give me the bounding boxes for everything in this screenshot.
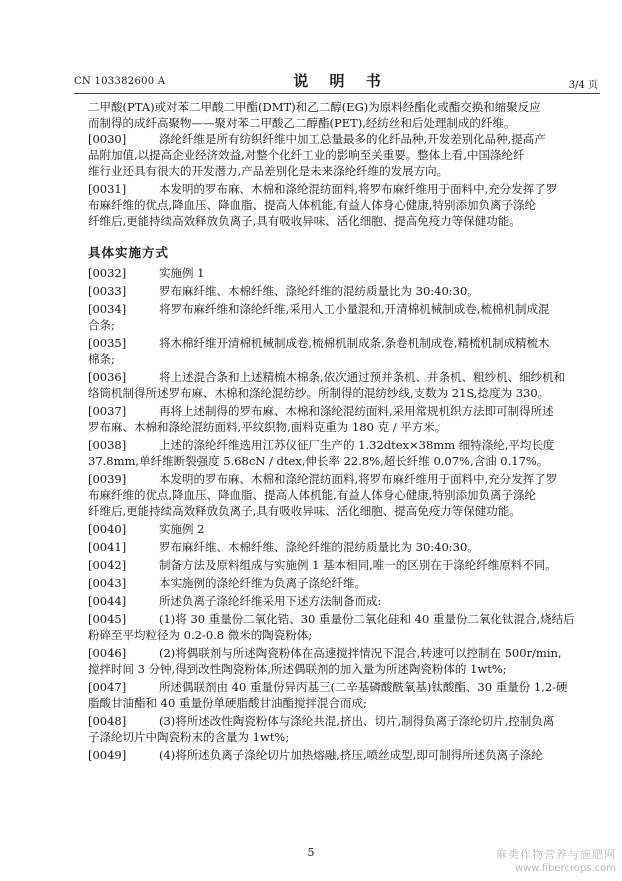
paragraph-line [88,351,606,367]
paragraph-line [88,453,606,469]
watermark-title: 麻类作物营养与施肥网 [496,848,616,861]
paragraph-line [88,437,606,453]
paragraph-line [88,317,606,333]
paragraph-line [88,713,606,729]
paragraph-line [88,487,606,503]
header-rule [74,93,600,94]
paragraph-text: 涤纶纤维是所有纺织纤维中加工总量最多的化纤品种,开发差别化品种,提高产 [159,132,546,146]
paragraph-text: 本实施例的涤纶纤维为负离子涤纶纤维。 [159,576,366,590]
paragraph-text: 实施例 2 [159,522,205,536]
paragraph-line [88,163,606,179]
paragraph-number: [0049] [88,748,127,762]
paragraph-line [88,403,606,419]
paragraph-text: 37.8mm,单纤维断裂强度 5.68cN / dtex,伸长率 22.8%,超长纤维 0.07%,含油 0.17%。 [88,454,549,468]
paragraph-text: 子涤纶切片中陶瓷粉末的含量为 1wt%; [88,730,290,744]
paragraph-text: 实施例 1 [159,266,205,280]
intro-text: 二甲酸(PTA)或对苯二甲酸二甲酯(DMT)和乙二醇(EG)为原料经酯化或酯交换和缩聚反应 [88,100,541,114]
paragraph-number: [0033] [88,284,127,298]
document-body [88,99,606,765]
paragraph-text: 布麻纤维的优点,降血压、降血脂、提高人体机能,有益人体身心健康,特别添加负离子涤纶 [88,198,536,212]
paragraph-number: [0043] [88,576,127,590]
paragraph-line [88,593,606,609]
paragraph-number: [0039] [88,472,127,486]
paragraph-number: [0038] [88,438,127,452]
paragraph [88,369,606,401]
paragraph-number: [0046] [88,646,127,660]
paragraph-line [88,679,606,695]
paragraph-text: 合条; [88,318,115,332]
paragraph-number: [0034] [88,302,127,316]
paragraph-text: 纤维后,更能持续高效释放负离子,具有吸收异味、活化细胞、提高免疫力等保健功能。 [88,214,521,228]
paragraph-line [88,521,606,537]
paragraph-number: [0035] [88,336,127,350]
paragraph-text: 罗布麻、木棉和涤纶混纺面料,平纹织物,面料克重为 180 克 / 平方米。 [88,420,447,434]
paragraph-text: 上述的涤纶纤维选用江苏仪征厂生产的 1.32dtex×38mm 细特涤纶,平均长度 [159,438,555,452]
watermark-url: www.fibercrops.com [514,863,616,874]
paragraph-text: (4)将所述负离子涤纶切片加热熔融,挤压,喷丝成型,即可制得所述负离子涤纶 [159,748,543,762]
paragraph [88,301,606,333]
paragraph-text: 维行业还具有很大的开发潜力,产品差别化是未来涤纶纤维的发展方向。 [88,164,449,178]
paragraph-text: 搅拌时间 3 分钟,得到改性陶瓷粉体,所述偶联剂的加入量为所述陶瓷粉体的 1wt%; [88,662,507,676]
paragraph-text: 棉条; [88,352,115,366]
paragraph-text: 将木棉纤维开清棉机械制成卷,梳棉机制成条,条卷机制成卷,精梳机制成精梳木 [159,336,550,350]
paragraph-line [88,747,606,763]
paragraph-line [88,131,606,147]
document-title: 说 明 书 [293,72,389,90]
paragraph-line [88,181,606,197]
paragraph-number: [0031] [88,182,127,196]
paragraph-text: 罗布麻纤维、木棉纤维、涤纶纤维的混纺质量比为 30:40:30。 [159,284,479,298]
paragraph-line [88,575,606,591]
paragraph [88,265,606,281]
paragraph-line [88,385,606,401]
paragraph-line [88,301,606,317]
paragraph [88,593,606,609]
paragraph-line [88,369,606,385]
paragraph [88,679,606,711]
paragraph-line [88,213,606,229]
paragraph-text: (3)将所述改性陶瓷粉体与涤纶共混,挤出、切片,制得负离子涤纶切片,控制负离 [159,714,555,728]
paragraph-text: 脂酸甘油酯和 40 重量份单硬脂酸甘油酯搅拌混合而成; [88,696,367,710]
paragraph [88,713,606,745]
paragraph [88,557,606,573]
paragraph-text: 制备方法及原料组成与实施例 1 基本相同,唯一的区别在于涤纶纤维原料不同。 [159,558,557,572]
paragraph-line [88,539,606,555]
paragraph-line [88,471,606,487]
paragraph [88,575,606,591]
paragraph-text: 布麻纤维的优点,降血压、降血脂、提高人体机能,有益人体身心健康,特别添加负离子涤纶 [88,488,536,502]
paragraph-text: 品附加值,以提高企业经济效益,对整个化纤工业的影响至关重要。整体上看,中国涤纶纤 [88,148,525,162]
paragraph-text: 粉碎至平均粒径为 0.2-0.8 微米的陶瓷粉体; [88,628,313,642]
watermark [496,846,616,874]
paragraph-number: [0041] [88,540,127,554]
paragraph-number: [0045] [88,612,127,626]
paragraph-text: 将上述混合条和上述精梳木棉条,依次通过预并条机、并条机、粗纱机、细纱机和 [159,370,566,384]
paragraph [88,539,606,555]
paragraph-line [88,265,606,281]
paragraph-line [88,611,606,627]
paragraph [88,611,606,643]
paragraph-text: 络筒机制得所述罗布麻、木棉和涤纶混纺纱。所制得的混纺纱线,支数为 21S,捻度为 330。 [88,386,550,400]
paragraph [88,747,606,763]
paragraph-text: 本发明的罗布麻、木棉和涤纶混纺面料,将罗布麻纤维用于面料中,充分发挥了罗 [159,472,558,486]
paragraph-text: 将罗布麻纤维和涤纶纤维,采用人工小量混和,开清棉机械制成卷,梳棉机制成混 [159,302,550,316]
paragraph-line [88,335,606,351]
intro-text: 而制得的成纤高聚物——聚对苯二甲酸乙二醇酯(PET),经纺丝和后处理制成的纤维。 [88,116,516,130]
paragraph-text: 所述偶联剂由 40 重量份异丙基三(二辛基磷酸酰氧基)钛酸酯、30 重量份 1,2-硬 [159,680,568,694]
paragraph-line [88,503,606,519]
paragraph-number: [0040] [88,522,127,536]
intro-line [88,99,606,115]
paragraph [88,181,606,229]
paragraph [88,471,606,519]
page-number: 5 [307,846,315,859]
paragraph [88,645,606,677]
paragraph-line [88,661,606,677]
paragraph-text: 再将上述制得的罗布麻、木棉和涤纶混纺面料,采用常规机织方法即可制得所述 [159,404,554,418]
paragraph-text: 罗布麻纤维、木棉纤维、涤纶纤维的混纺质量比为 30:40:30。 [159,540,479,554]
paragraph-number: [0036] [88,370,127,384]
paragraph-number: [0032] [88,266,127,280]
paragraph-number: [0030] [88,132,127,146]
paragraph-line [88,695,606,711]
page-indicator: 3/4 页 [568,80,598,91]
paragraph-text: (2)将偶联剂与所述陶瓷粉体在高速搅拌情况下混合,转速可以控制在 500r/min, [159,646,562,660]
paragraph [88,131,606,179]
paragraph-number: [0044] [88,594,127,608]
paragraph-line [88,627,606,643]
paragraph-line [88,197,606,213]
paragraph [88,335,606,367]
paragraph-line [88,729,606,745]
paragraph [88,283,606,299]
paragraph-number: [0048] [88,714,127,728]
section-heading: 具体实施方式 [88,245,170,260]
patent-number: CN 103382600 A [74,76,166,87]
paragraph [88,403,606,435]
paragraph [88,437,606,469]
paragraph-number: [0042] [88,558,127,572]
paragraph-text: 纤维后,更能持续高效释放负离子,具有吸收异味、活化细胞、提高免疫力等保健功能。 [88,504,521,518]
paragraph-line [88,419,606,435]
paragraph-number: [0047] [88,680,127,694]
paragraph-text: 所述负离子涤纶纤维采用下述方法制备而成: [159,594,382,608]
paragraph-line [88,645,606,661]
document-header [74,70,608,90]
paragraph [88,521,606,537]
paragraph-line [88,147,606,163]
paragraph-line [88,283,606,299]
intro-line [88,115,606,131]
paragraph-text: 本发明的罗布麻、木棉和涤纶混纺面料,将罗布麻纤维用于面料中,充分发挥了罗 [159,182,558,196]
paragraph-number: [0037] [88,404,127,418]
paragraph-text: (1)将 30 重量份二氧化锆、30 重量份二氧化硅和 40 重量份二氧化钛混合,烧结后 [159,612,575,626]
paragraph-line [88,557,606,573]
